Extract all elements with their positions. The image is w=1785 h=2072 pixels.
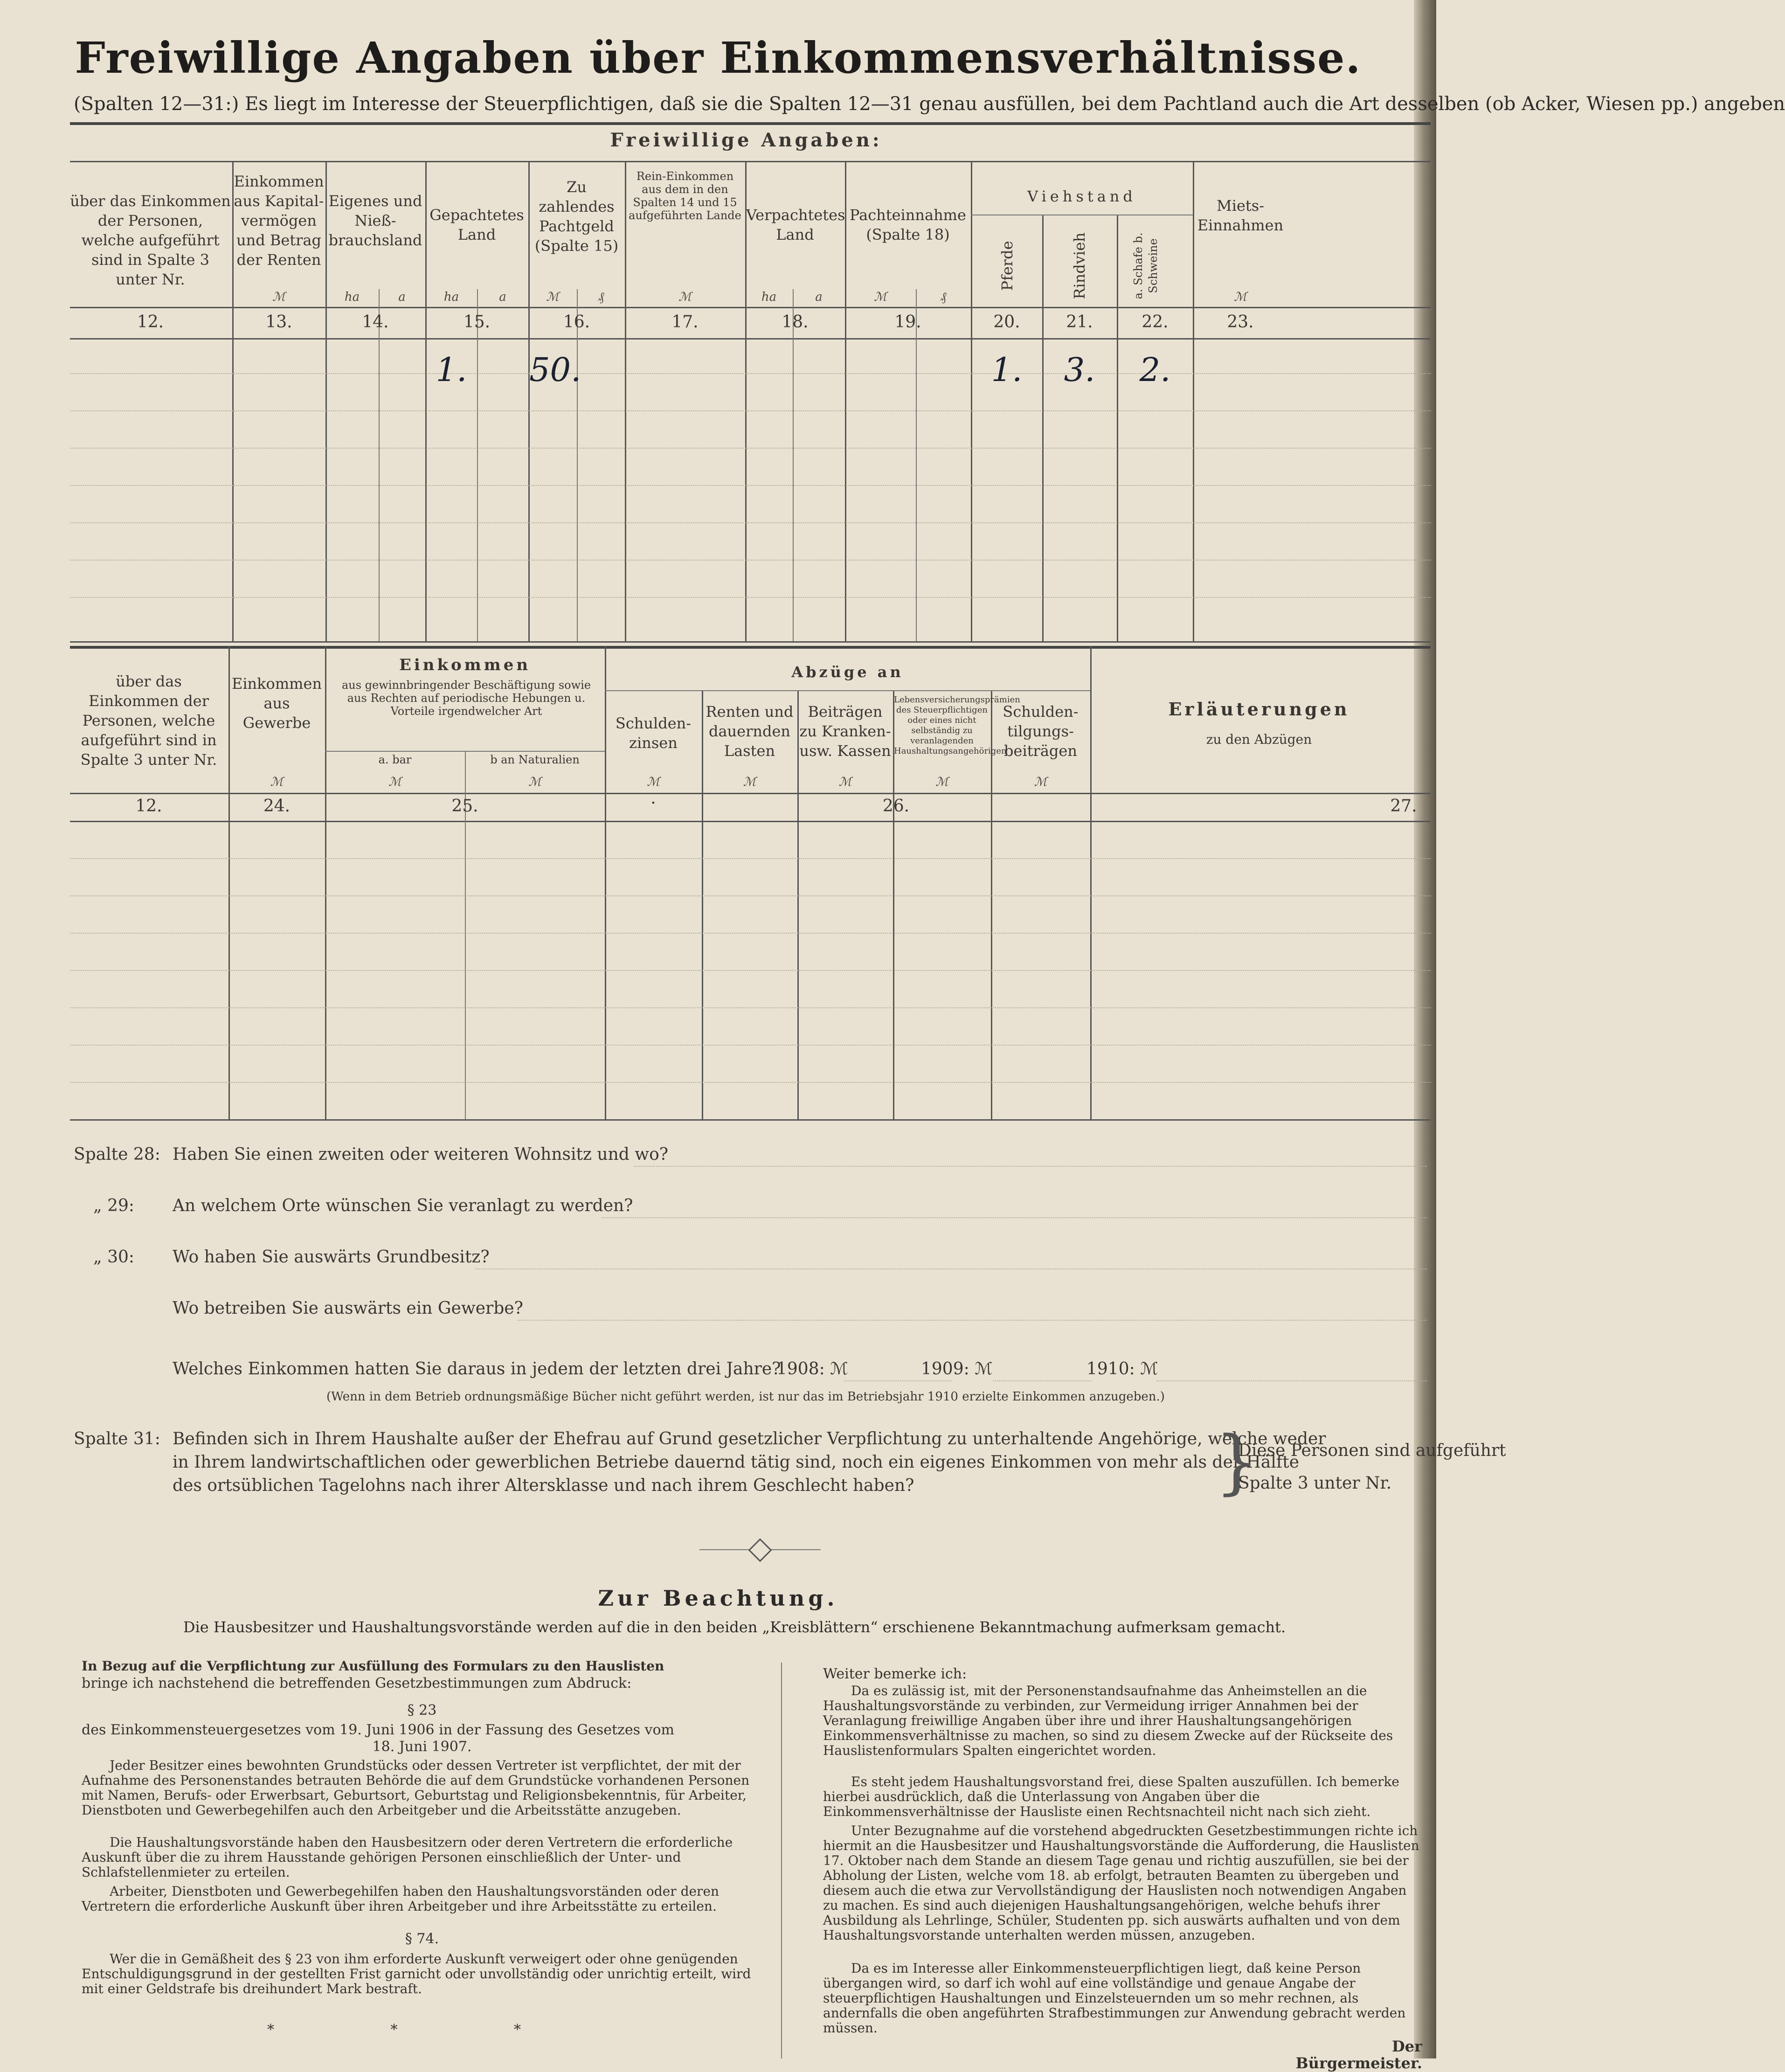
colnum-20: 20. (993, 312, 1020, 332)
q28-label: Spalte 28: (74, 1145, 160, 1164)
t2-colnum-26: 26. (882, 797, 910, 816)
left-p1: Jeder Besitzer eines bewohnten Grundstücks oder dessen Vertreter ist verpflichtet, der mit der Aufnahme des Personenstandes betrauten Behörde die auf dem Grundstücke vorhandenen Personen mit Namen, Berufs- oder Erwerbsart, Geburtsort, Geburtstag und Religionsbekenntnis, für Arbeiter, Dienstboten und Gewerbegehilfen auch den Arbeitgeber und die Arbeitsstätte anzugeben. (82, 1758, 750, 1818)
right-p0: Weiter bemerke ich: (823, 1666, 967, 1682)
entry-schafe-schweine[interactable]: 2. (1139, 351, 1171, 389)
entry-pachtgeld[interactable]: 50. (529, 351, 581, 389)
t2-colnum-24: 24. (263, 797, 291, 816)
q31-side2: Spalte 3 unter Nr. (1238, 1474, 1392, 1493)
paragraph-23: § 23 (407, 1702, 437, 1719)
col16-header: Zu zahlendes Pachtgeld (Spalte 15) (534, 178, 619, 255)
col26c-header: Beiträgen zu Kranken- usw. Kassen (799, 703, 891, 760)
left-p2: Die Haushaltungsvorstände haben den Hausbesitzern oder deren Vertretern die erforderliche Auskunft über die zu ihrem Hausstande gehörigen Personen einschließlich der Unter- und Schlafstellenmieter zu erteilen. (82, 1835, 733, 1880)
colnum-18: 18. (782, 312, 809, 332)
q31-line1: Befinden sich in Ihrem Haushalte außer der Ehefrau auf Grund gesetzlicher Verpflichtung zu unterhaltende Angehörige, welche weder (173, 1429, 1326, 1448)
col24-header: Einkommen aus Gewerbe (231, 675, 322, 732)
q30b-text: Wo betreiben Sie auswärts ein Gewerbe? (173, 1299, 523, 1318)
page-title: Freiwillige Angaben über Einkommensverhältnisse. (75, 33, 1362, 83)
col25-subtitle: aus gewinnbringender Beschäftigung sowie aus Rechten auf periodische Hebungen u. Vorteile irgendwelcher Art (341, 679, 591, 718)
col26e-header: Schulden-tilgungs-beiträgen (1003, 703, 1079, 760)
entry-rindvieh[interactable]: 3. (1064, 351, 1095, 389)
q28-text: Haben Sie einen zweiten oder weiteren Wohnsitz und wo? (173, 1145, 669, 1164)
q31-label: Spalte 31: (74, 1429, 160, 1448)
viehstand-header: Viehstand (1027, 187, 1136, 205)
col14-header: Eigenes und Nieß-brauchsland (328, 192, 422, 249)
col25b-header: b an Naturalien (490, 753, 580, 766)
col15-header: Gepachtetes Land (429, 206, 524, 243)
left-p3: Arbeiter, Dienstboten und Gewerbegehilfen haben den Haushaltungsvorständen oder deren Vertretern die erforderliche Auskunft über ihren Arbeitgeber und ihre Arbeitsstätte zu erteilen. (82, 1884, 720, 1914)
law-ref1: des Einkommensteuergesetzes vom 19. Juni 1906 in der Fassung des Gesetzes vom (82, 1722, 675, 1738)
q30c-text: Welches Einkommen hatten Sie daraus in jedem der letzten drei Jahre? (173, 1359, 781, 1379)
col25a-header: a. bar (378, 753, 412, 766)
year-1910-label: 1910: ℳ (1086, 1359, 1158, 1379)
q30-text: Wo haben Sie auswärts Grundbesitz? (173, 1247, 490, 1267)
colnum-15: 15. (463, 312, 491, 332)
col26d-header: Lebensversicherungsprämien des Steuerpflichtigen oder eines nicht selbständig zu veranlagenden Haushaltungsangehörigen (894, 695, 1020, 756)
t2-colnum-27: 27. (1390, 797, 1417, 816)
t2-col12-header: über das Einkommen der Personen, welche aufgeführt sind in Spalte 3 unter Nr. (80, 672, 217, 769)
t2-colnum-25: 25. (451, 797, 478, 816)
colnum-23: 23. (1227, 312, 1254, 332)
q29-label: „ 29: (93, 1196, 135, 1215)
beachtung-title: Zur Beachtung. (598, 1586, 838, 1611)
year-1909-label: 1909: ℳ (921, 1359, 993, 1379)
colnum-14: 14. (362, 312, 389, 332)
left-heading: In Bezug auf die Verpflichtung zur Ausfüllung des Formulars zu den Hauslisten (82, 1658, 664, 1674)
q31-line2: in Ihrem landwirtschaftlichen oder gewerblichen Betriebe dauernd tätig sind, noch ein eigenes Einkommen von mehr als der Hälfte (173, 1453, 1300, 1472)
right-p1: Da es zulässig ist, mit der Personenstandsaufnahme das Anheimstellen an die Haushaltungsvorstände zu verbinden, zur Vermeidung irriger Annahmen bei der Veranlagung freiwillige Angaben über ihre und ihrer Haushaltungsangehörigen Einkommensverhältnisse zu machen, so sind zu diesem Zwecke auf der Rückseite des Hauslistenformulars Spalten eingerichtet worden. (823, 1683, 1393, 1758)
col23-header: Miets-Einnahmen (1197, 197, 1284, 234)
table1-banner: Freiwillige Angaben: (610, 129, 882, 151)
beachtung-intro: Die Hausbesitzer und Haushaltungsvorstände werden auf die in den beiden „Kreisblättern“ erschienene Bekanntmachung aufmerksam gemacht. (183, 1618, 1286, 1636)
colnum-13: 13. (265, 312, 292, 332)
q31-brace: } (1215, 1421, 1259, 1503)
colnum-17: 17. (671, 312, 699, 332)
col13-header: Einkommen aus Kapital-vermögen und Betrag der Renten (234, 173, 324, 269)
col19-header: Pachteinnahme (Spalte 18) (850, 206, 966, 243)
col27-subtitle: zu den Abzügen (1206, 732, 1312, 747)
entry-gepachtetes-land[interactable]: 1. (436, 351, 467, 389)
page-subtitle: (Spalten 12—31:) Es liegt im Interesse der Steuerpflichtigen, daß sie die Spalten 12—31 genau ausfüllen, bei dem Pachtland auch die Art desselben (ob Acker, Wiesen pp.) angeben (74, 93, 1785, 115)
col25-title: Einkommen (399, 656, 531, 674)
q30-label: „ 30: (93, 1247, 135, 1267)
left-heading2: bringe ich nachstehend die betreffenden Gesetzbestimmungen zum Abdruck: (82, 1675, 632, 1691)
q29-text: An welchem Orte wünschen Sie veranlagt zu werden? (173, 1196, 633, 1215)
right-p2: Es steht jedem Haushaltungsvorstand frei, diese Spalten auszufüllen. Ich bemerke hierbei ausdrücklich, daß die Unterlassung von Angaben über die Einkommensverhältnisse der Hausliste einen Rechtsnachteil nicht nach sich zieht. (823, 1774, 1399, 1819)
right-p4: Da es im Interesse aller Einkommensteuerpflichtigen liegt, daß keine Person übergangen wird, so darf ich wohl auf eine vollständige und genaue Angabe der steuerpflichtigen Haushaltungen und Einzelsteuernden um so mehr rechnen, als andernfalls die oben angeführten Strafbestimmungen zur Anwendung gebracht werden müssen. (823, 1961, 1406, 2036)
colnum-22: 22. (1142, 312, 1169, 332)
year-1908-label: 1908: ℳ (776, 1359, 848, 1379)
q31-line3: des ortsüblichen Tagelohns nach ihrer Altersklasse und nach ihrem Geschlecht haben? (173, 1476, 914, 1495)
colnum-21: 21. (1066, 312, 1093, 332)
colnum-19: 19. (894, 312, 921, 332)
col22-header: a. Schafe b. Schweine (1132, 232, 1160, 299)
abzuege-header: Abzüge an (791, 663, 904, 681)
col27-title: Erläuterungen (1168, 699, 1350, 720)
entry-pferde[interactable]: 1. (991, 351, 1023, 389)
right-p3: Unter Bezugnahme auf die vorstehend abgedruckten Gesetzbestimmungen richte ich hiermit an die Hausbesitzer und Haushaltungsvorstände die Aufforderung, die Hauslisten 17. Oktober nach dem Stande an diesem Tage genau und richtig auszufüllen, sie bei der Abholung der Listen, welche vom 18. ab erfolgt, betrauten Beamten zu übergeben und diesem auch die etwa zur Vervollständigung der Hauslisten noch notwendigen Angaben zu machen. Es sind auch diejenigen Haushaltungsangehörigen, welche behufs ihrer Ausbildung als Lehrlinge, Schüler, Studenten pp. sich auswärts aufhalten und von dem Haushaltungsvorstande unterhalten werden müssen, anzugeben. (823, 1823, 1419, 1943)
t2-colnum-12: 12. (135, 797, 162, 816)
col18-header: Verpachtetes Land (746, 206, 845, 243)
col26a-header: Schulden-zinsen (615, 714, 692, 752)
q30-note: (Wenn in dem Betrieb ordnungsmäßige Bücher nicht geführt werden, ist nur das im Betriebsjahr 1910 erzielte Einkommen anzugeben.) (326, 1390, 1165, 1404)
colnum-12: 12. (137, 312, 164, 332)
col20-header: Pferde (998, 241, 1016, 291)
t2-dot: · (650, 794, 656, 813)
col26b-header: Renten und dauernden Lasten (706, 703, 794, 760)
signature: Der Bürgermeister. (1295, 2037, 1422, 2072)
colnum-16: 16. (563, 312, 590, 332)
law-ref2: 18. Juni 1907. (372, 1739, 472, 1755)
paragraph-74: § 74. (405, 1931, 439, 1947)
col21-header: Rindvieh (1071, 232, 1088, 299)
left-p4: Wer die in Gemäßheit des § 23 von ihm erforderte Auskunft verweigert oder ohne genügenden Entschuldigungsgrund in der gestellten Frist garnicht oder unvollständig oder unrichtig erteilt, wird mit einer Geldstrafe bis dreihundert Mark bestraft. (82, 1951, 751, 1996)
stars: * * * (267, 2022, 577, 2038)
col17-header: Rein-Einkommen aus dem in den Spalten 14 und 15 aufgeführten Lande (629, 170, 741, 222)
q31-side1: Diese Personen sind aufgeführt (1238, 1441, 1506, 1460)
col12-header: über das Einkommen der Personen, welche aufgeführt sind in Spalte 3 unter Nr. (70, 192, 231, 288)
